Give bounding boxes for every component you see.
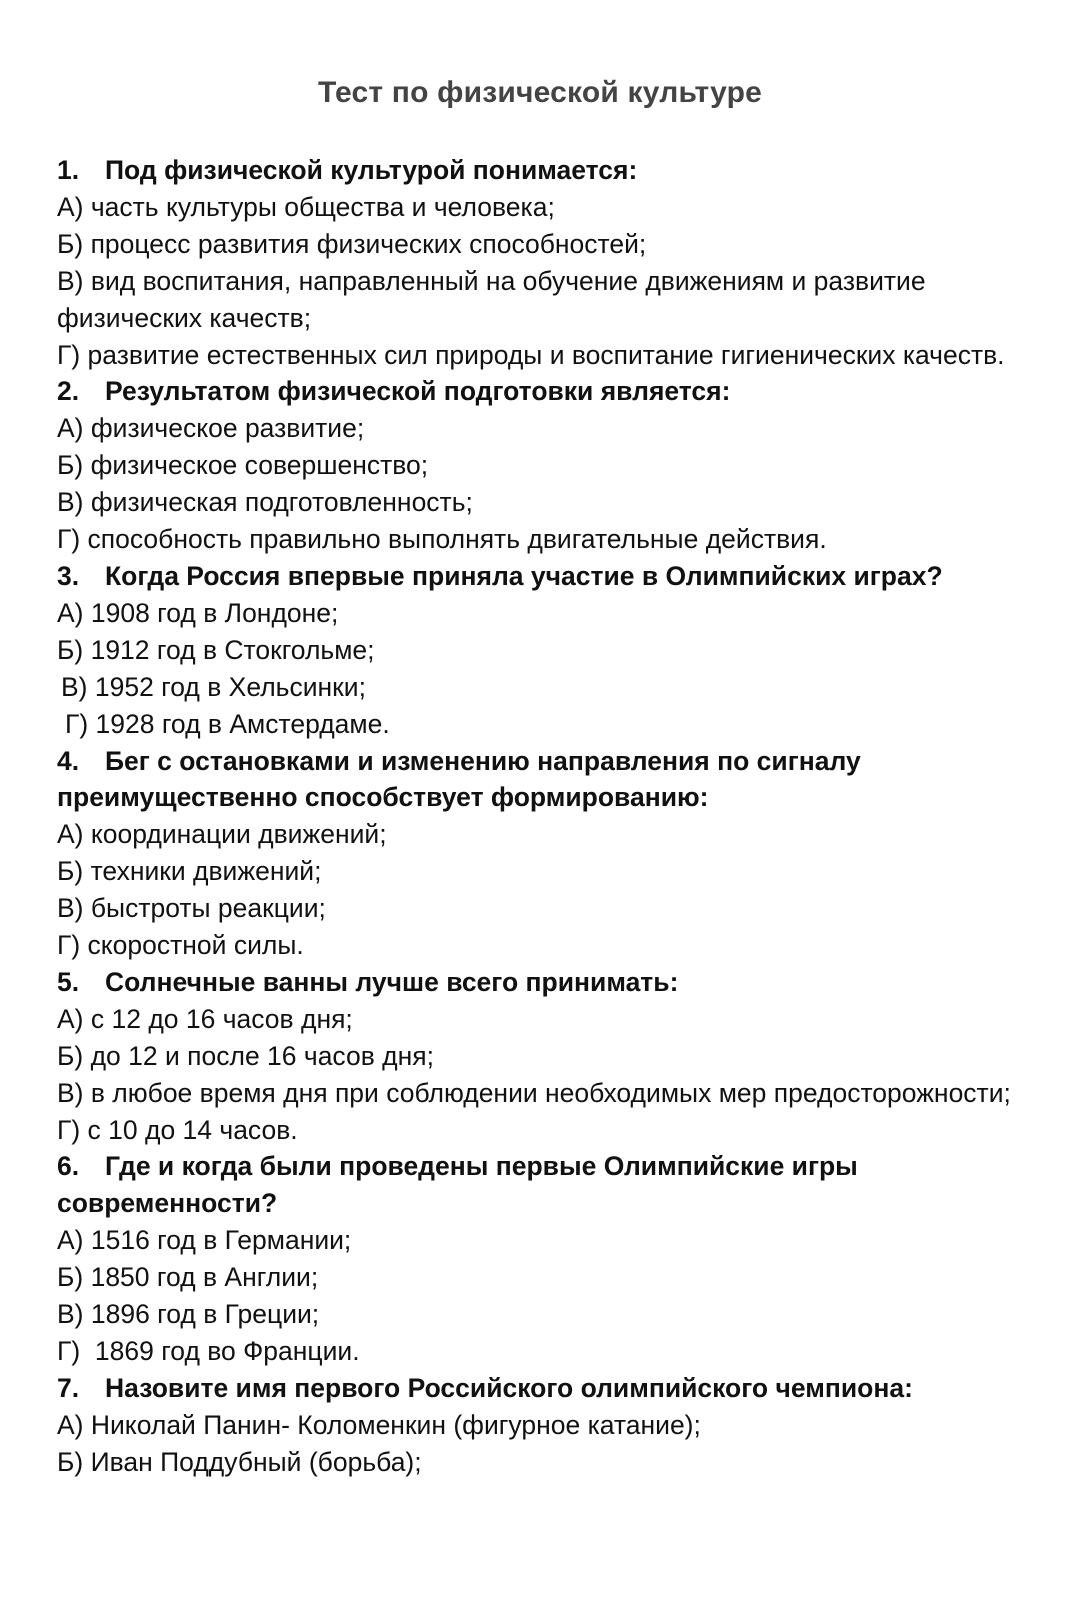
question-block bbox=[57, 558, 1047, 743]
question-heading bbox=[57, 373, 1047, 410]
answer-option: А) 1908 год в Лондоне; bbox=[57, 597, 339, 628]
page-title: Тест по физической культуре bbox=[317, 76, 763, 109]
answer-option: Б) 1850 год в Англии; bbox=[57, 1262, 319, 1293]
question-block bbox=[57, 743, 1047, 964]
question-block bbox=[57, 1370, 1047, 1481]
question-block bbox=[57, 373, 1047, 558]
answer-option: Г) развитие естественных сил природы и воспитание гигиенических качеств. bbox=[57, 339, 1005, 370]
question-number: 7. bbox=[57, 1372, 80, 1403]
answer-option: А) с 12 до 16 часов дня; bbox=[57, 1003, 353, 1034]
question-heading bbox=[57, 964, 1047, 1001]
question-number: 3. bbox=[57, 560, 80, 591]
question-text: Когда Россия впервые приняла участие в Олимпийских играх? bbox=[105, 560, 943, 591]
answer-option: В) быстроты реакции; bbox=[57, 893, 326, 924]
answer-option: Г) 1928 год в Амстердаме. bbox=[65, 708, 390, 739]
answer-option: Г) скоростной силы. bbox=[57, 930, 304, 961]
answer-option: Г) с 10 до 14 часов. bbox=[57, 1114, 298, 1145]
answer-option: Г) способность правильно выполнять двигательные действия. bbox=[57, 524, 827, 555]
question-text: Где и когда были проведены первые Олимпийские игры современности? bbox=[57, 1151, 858, 1219]
question-heading bbox=[57, 743, 1047, 817]
answer-option: А) Николай Панин- Коломенкин (фигурное катание); bbox=[57, 1409, 701, 1440]
question-text: Результатом физической подготовки является: bbox=[105, 376, 731, 407]
question-number: 1. bbox=[57, 155, 80, 185]
question-block bbox=[57, 964, 1047, 1149]
question-heading bbox=[57, 1370, 1047, 1407]
answer-option: В) вид воспитания, направленный на обучение движениям и развитие физических качеств; bbox=[57, 265, 926, 333]
answer-option: В) физическая подготовленность; bbox=[57, 487, 473, 518]
question-number: 5. bbox=[57, 966, 80, 997]
answer-option: В) в любое время дня при соблюдении необходимых мер предосторожности; bbox=[57, 1077, 1011, 1108]
answer-option: Б) физическое совершенство; bbox=[57, 450, 429, 481]
answer-option: А) физическое развитие; bbox=[57, 413, 365, 444]
question-text: Под физической культурой понимается: bbox=[105, 155, 638, 185]
answer-option: В) 1952 год в Хельсинки; bbox=[61, 671, 366, 702]
answer-option: А) координации движений; bbox=[57, 819, 387, 850]
question-block bbox=[57, 152, 1047, 373]
question-block bbox=[57, 1148, 1047, 1369]
question-text: Солнечные ванны лучше всего принимать: bbox=[105, 966, 679, 997]
question-heading bbox=[57, 1148, 1047, 1222]
answer-option: Б) 1912 год в Стокгольме; bbox=[57, 634, 375, 665]
answer-option: А) 1516 год в Германии; bbox=[57, 1225, 352, 1256]
answer-option: Б) до 12 и после 16 часов дня; bbox=[57, 1040, 434, 1071]
test-content bbox=[57, 152, 1047, 1481]
answer-option: Б) техники движений; bbox=[57, 856, 322, 887]
answer-option: В) 1896 год в Греции; bbox=[57, 1299, 320, 1330]
question-number: 2. bbox=[57, 376, 80, 407]
question-number: 6. bbox=[57, 1151, 80, 1182]
question-number: 4. bbox=[57, 745, 80, 776]
answer-option: Б) Иван Поддубный (борьба); bbox=[57, 1446, 422, 1477]
answer-option: Г) 1869 год во Франции. bbox=[57, 1336, 360, 1366]
answer-option: А) часть культуры общества и человека; bbox=[57, 191, 555, 222]
question-heading bbox=[57, 558, 1047, 595]
question-text: Бег с остановками и изменению направления по сигналу преимущественно способствует формированию: bbox=[57, 745, 861, 813]
answer-option: Б) процесс развития физических способностей; bbox=[57, 228, 647, 259]
question-text: Назовите имя первого Российского олимпийского чемпиона: bbox=[105, 1372, 913, 1403]
question-heading bbox=[57, 152, 1047, 189]
